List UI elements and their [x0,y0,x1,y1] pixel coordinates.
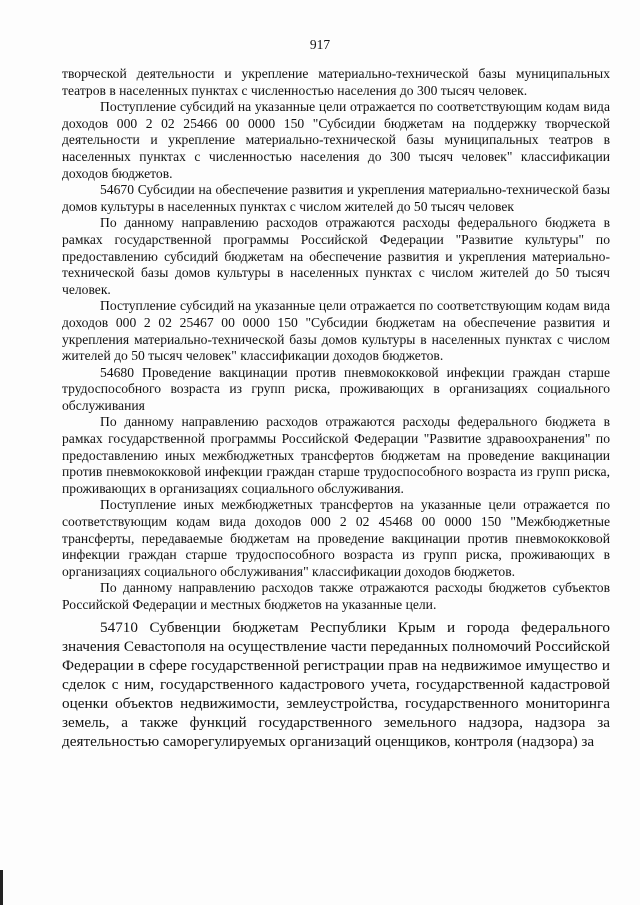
paragraph-income-culture-houses: Поступление субсидий на указанные цели отражается по соответствующим кодам вида доходов 000 2 02 25467 00 0000 150 "Субсидии бюджетам на обеспечение развития и укрепления материально-технической базы домов культуры в населенных пунктах с числом жителей до 50 тысяч человек" классификации доходов бюджетов. [62,298,610,364]
paragraph-code-54670: 54670 Субсидии на обеспечение развития и укрепления материально-технической базы домов культуры в населенных пунктах с числом жителей до 50 тысяч человек [62,182,610,214]
paragraph-expenses-culture: По данному направлению расходов отражаются расходы федерального бюджета в рамках государственной программы Российской Федерации "Развитие культуры" по предоставлению субсидий бюджетам на обеспечение развития и укрепления материально-технической базы домов культуры в населенных пунктах с числом жителей до 50 тысяч человек. [62,215,610,297]
paragraph-code-54710: 54710 Субвенции бюджетам Республики Крым и города федерального значения Севастополя на осуществление части переданных полномочий Российской Федерации в сфере государственной регистрации прав на недвижимое имущество и сделок с ним, государственного кадастрового учета, государственной кадастровой оценки объектов недвижимости, землеустройства, государственного мониторинга земель, а также функций государственного земельного надзора, надзора за деятельностью саморегулируемых организаций оценщиков, контроля (надзора) за [62,618,610,750]
document-body [62,66,610,751]
paragraph-code-54680: 54680 Проведение вакцинации против пневмококковой инфекции граждан старше трудоспособного возраста из групп риска, проживающих в организациях социального обслуживания [62,364,610,413]
scan-edge-mark [0,870,3,905]
paragraph-regional-expenses: По данному направлению расходов также отражаются расходы бюджетов субъектов Российской Федерации и местных бюджетов на указанные цели. [62,580,610,612]
paragraph-income-theatres: Поступление субсидий на указанные цели отражается по соответствующим кодам вида доходов 000 2 02 25466 00 0000 150 "Субсидии бюджетам на поддержку творческой деятельности и укрепление материально-технической базы муниципальных театров в населенных пунктах с численностью населения до 300 тысяч человек" классификации доходов бюджетов. [62,99,610,181]
paragraph-continuation: творческой деятельности и укрепление материально-технической базы муниципальных театров в населенных пунктах с численностью населения до 300 тысяч человек. [62,66,610,98]
paragraph-expenses-healthcare: По данному направлению расходов отражаются расходы федерального бюджета в рамках государственной программы Российской Федерации "Развитие здравоохранения" по предоставлению иных межбюджетных трансфертов бюджетам на проведение вакцинации против пневмококковой инфекции граждан старше трудоспособного возраста из групп риска, проживающих в организациях социального обслуживания. [62,414,610,496]
page-number: 917 [309,37,331,52]
paragraph-income-vaccination: Поступление иных межбюджетных трансфертов на указанные цели отражается по соответствующим кодам вида доходов 000 2 02 45468 00 0000 150 "Межбюджетные трансферты, передаваемые бюджетам на проведение вакцинации против пневмококковой инфекции граждан старше трудоспособного возраста из групп риска, проживающих в организациях социального обслуживания" классификации доходов бюджетов. [62,497,610,579]
